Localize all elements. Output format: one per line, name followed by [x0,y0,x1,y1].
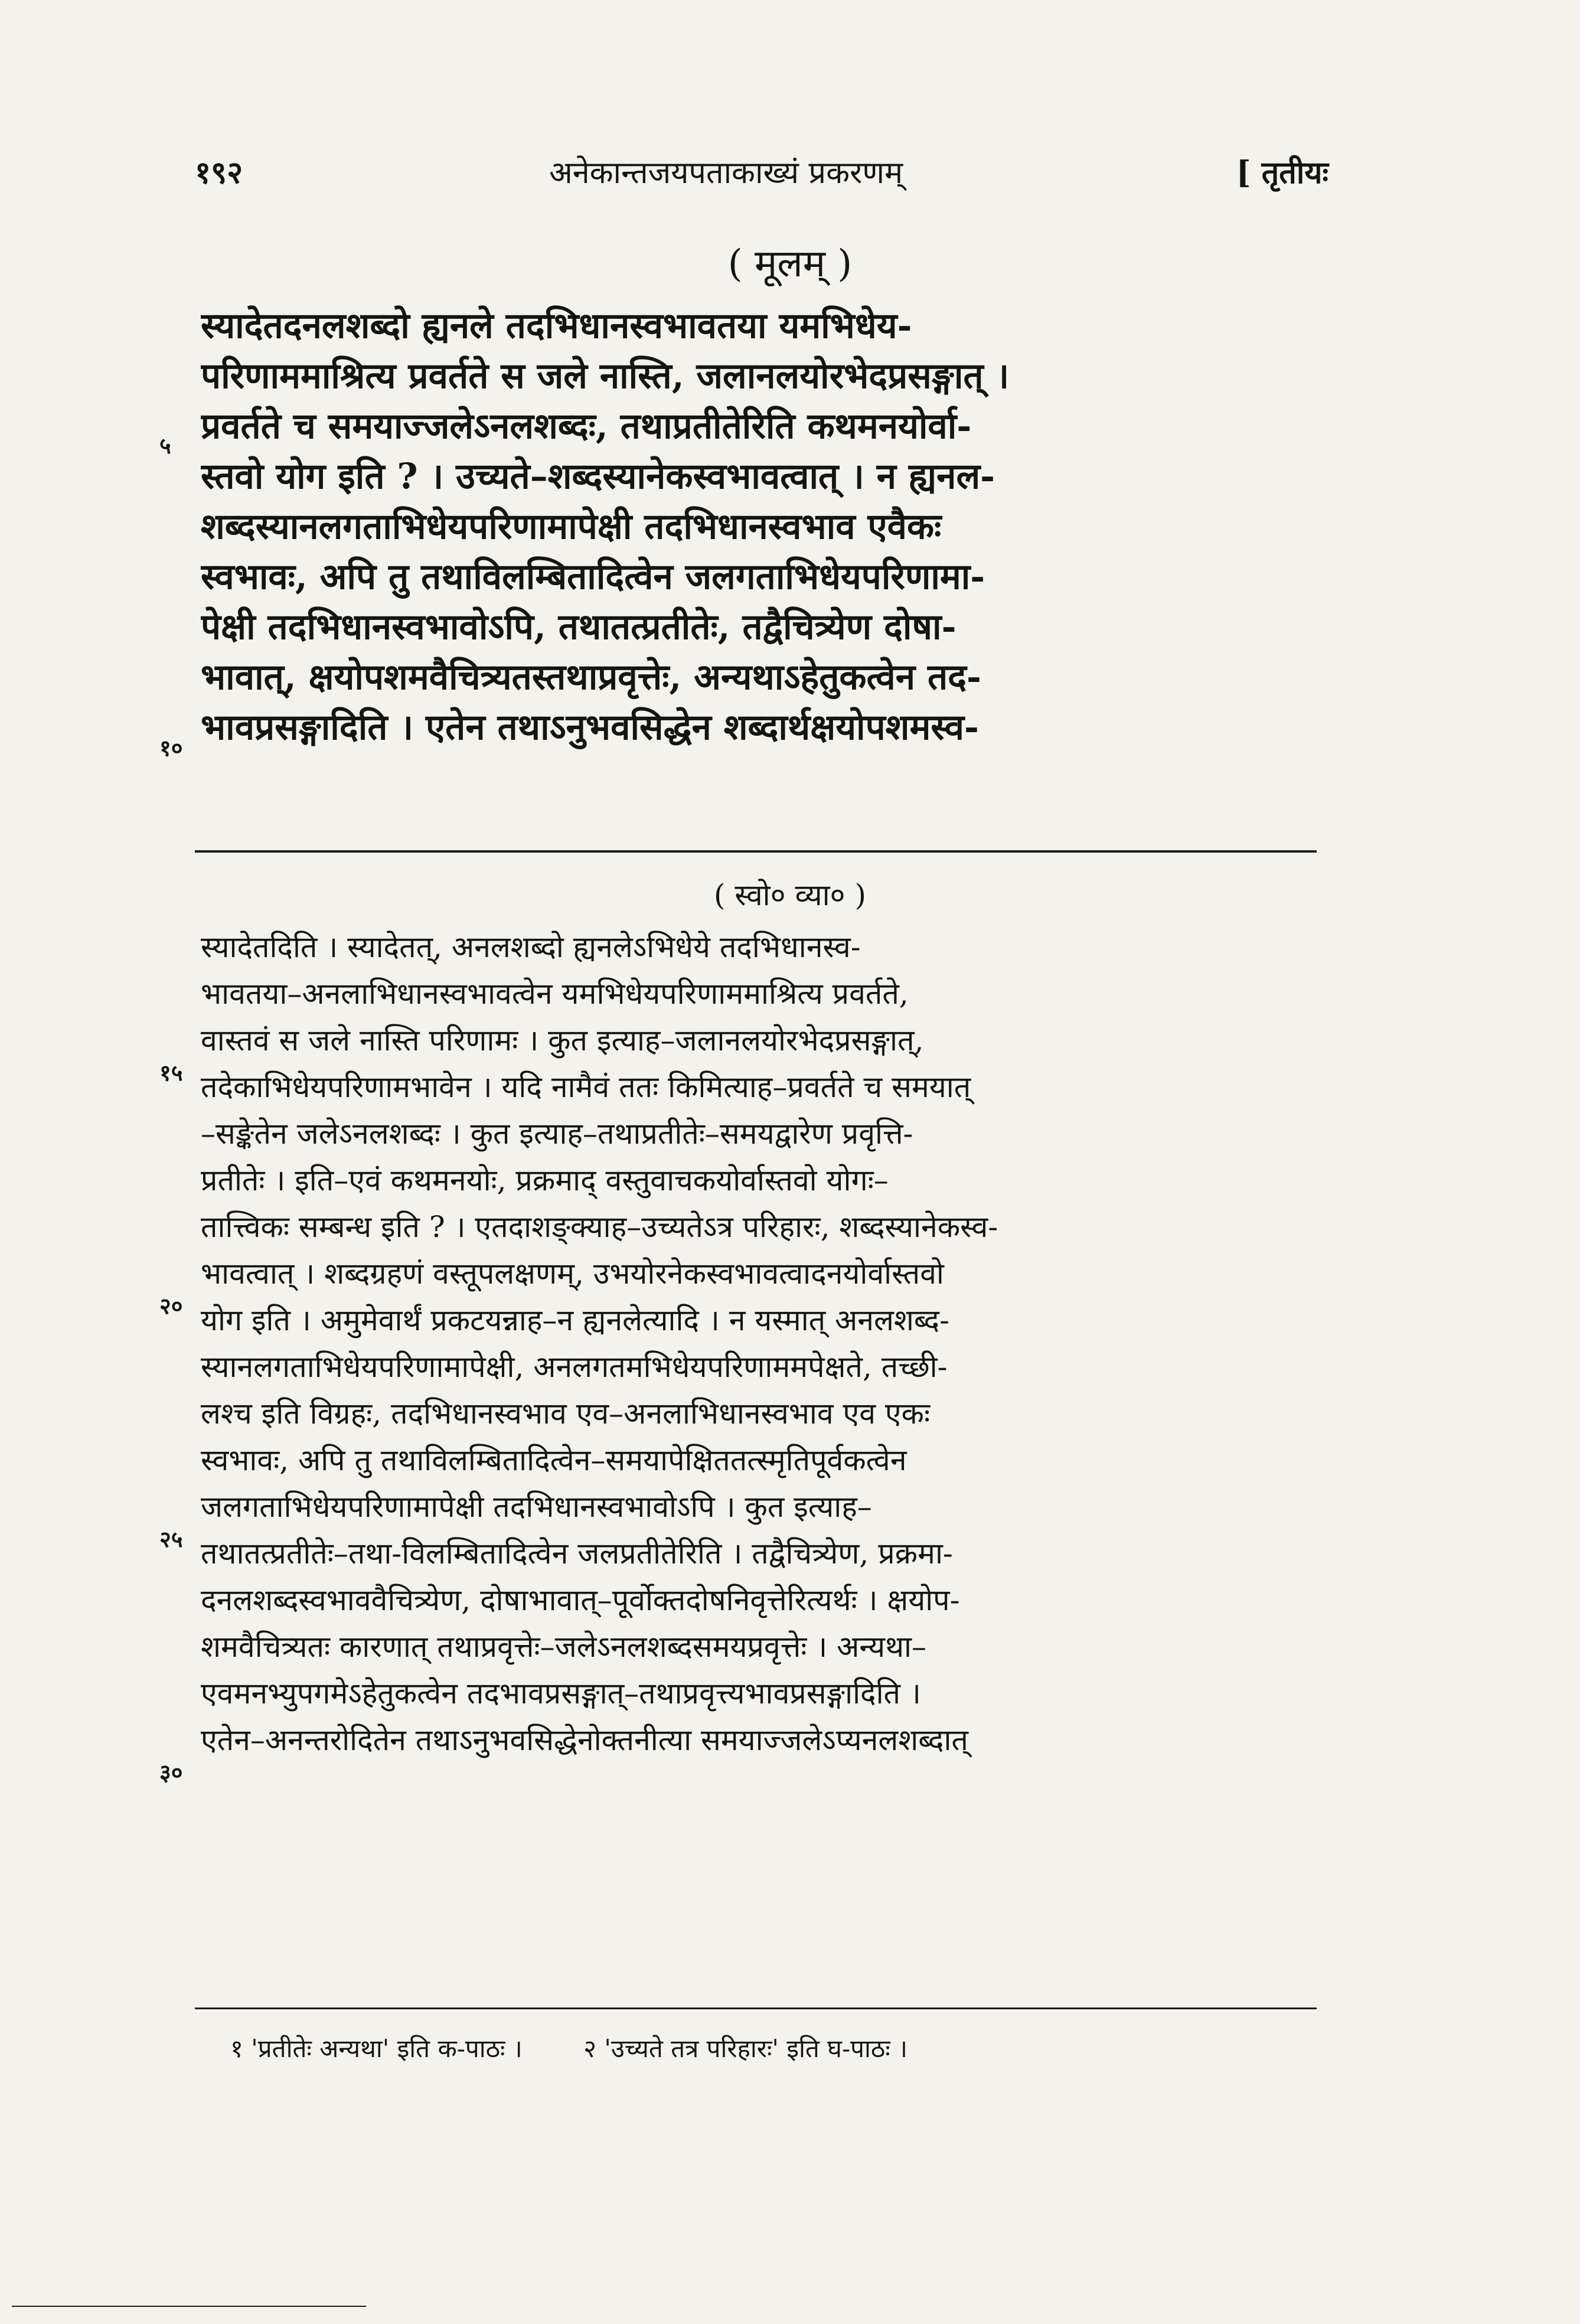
commentary-line: भावत्वात् । शब्दग्रहणं वस्तूपलक्षणम्, उभयोरनेकस्वभावत्वादनयोर्वास्तवो [201,1256,944,1291]
mula-line: भावप्रसङ्गादिति । एतेन तथाऽनुभवसिद्धेन शब्दार्थक्षयोपशमस्व- [201,707,979,748]
running-title: अनेकान्तजयपताकाख्यं प्रकरणम् [549,155,903,191]
commentary-line: तथातत्प्रतीतेः–तथा-विलम्बितादित्वेन जलप्रतीतेरिति । तद्वैचित्र्येण, प्रक्रमा- [201,1536,953,1571]
line-number: २० [159,1292,183,1319]
page-number: १९२ [195,155,243,191]
chapter-marker: [ तृतीयः [1236,155,1328,191]
commentary-line: प्रतीतेः । इति–एवं कथमनयोः, प्रक्रमाद् वस्तुवाचकयोर्वास्तवो योगः– [201,1163,889,1197]
commentary-line: स्वभावः, अपि तु तथाविलम्बितादित्वेन–समयापेक्षिततत्स्मृतिपूर्वकत्वेन [201,1443,907,1477]
commentary-line: जलगताभिधेयपरिणामापेक्षी तदभिधानस्वभावोऽपि । कुत इत्याह– [201,1490,872,1524]
line-number: ५ [159,432,171,459]
commentary-line: तात्त्विकः सम्बन्ध इति ? । एतदाशङ्क्याह–उच्यतेऽत्र परिहारः, शब्दस्यानेकस्व- [201,1210,998,1244]
page-header [195,151,1328,204]
mula-text-block [201,301,1334,753]
commentary-line: भावतया–अनलाभिधानस्वभावत्वेन यमभिधेयपरिणाममाश्रित्य प्रवर्तते, [201,977,909,1011]
line-number: ३० [159,1759,183,1786]
mula-line: भावात्, क्षयोपशमवैचित्र्यतस्तथाप्रवृत्तेः, अन्यथाऽहेतुकत्वेन तद- [201,657,981,698]
scan-edge-line [12,2306,366,2307]
commentary-line: योग इति । अमुमेवार्थं प्रकटयन्नाह–न ह्यनलेत्यादि । न यस्मात् अनलशब्द- [201,1303,949,1337]
mula-line: स्वभावः, अपि तु तथाविलम्बितादित्वेन जलगताभिधेयपरिणामा- [201,556,985,598]
vyakhya-heading: ( स्वो० व्या० ) [714,878,866,912]
mula-line: पेक्षी तदभिधानस्वभावोऽपि, तथातत्प्रतीतेः, तद्वैचित्र्येण दोषा- [201,606,957,648]
commentary-line: स्यानलगताभिधेयपरिणामापेक्षी, अनलगतमभिधेयपरिणाममपेक्षते, तच्छी- [201,1350,948,1384]
mula-heading: ( मूलम् ) [727,242,853,286]
footnote-divider [195,2008,1317,2009]
commentary-line: तदेकाभिधेयपरिणामभावेन । यदि नामैवं ततः किमित्याह–प्रवर्तते च समयात् [201,1070,971,1104]
footnote: १ 'प्रतीतेः अन्यथा' इति क-पाठः । [230,2034,523,2063]
line-number: १० [159,735,183,761]
commentary-line: स्यादेतदिति । स्यादेतत्, अनलशब्दो ह्यनलेऽभिधेये तदभिधानस्व- [201,930,861,964]
footnote: २ 'उच्यते तत्र परिहारः' इति घ-पाठः । [583,2034,908,2063]
mula-line: शब्दस्यानलगताभिधेयपरिणामापेक्षी तदभिधानस्वभाव एवैकः [201,506,942,547]
line-number: १५ [159,1059,183,1086]
footnotes [230,2031,1352,2065]
commentary-text-block [201,924,1334,1764]
commentary-line: एतेन–अनन्तरोदितेन तथाऽनुभवसिद्धेनोक्तनीत्या समयाज्जलेऽप्यनलशब्दात् [201,1723,968,1757]
mula-line: परिणाममाश्रित्य प्रवर्तते स जले नास्ति, जलानलयोरभेदप्रसङ्गात् । [201,355,1010,397]
line-number: २५ [159,1526,183,1552]
commentary-line: लश्च इति विग्रहः, तदभिधानस्वभाव एव–अनलाभिधानस्वभाव एव एकः [201,1396,931,1431]
section-divider [195,850,1317,853]
commentary-line: वास्तवं स जले नास्ति परिणामः । कुत इत्याह–जलानलयोरभेदप्रसङ्गात्, [201,1023,924,1057]
commentary-line: –सङ्केतेन जलेऽनलशब्दः । कुत इत्याह–तथाप्रतीतेः–समयद्वारेण प्रवृत्ति- [201,1117,913,1151]
mula-line: प्रवर्तते च समयाज्जलेऽनलशब्दः, तथाप्रतीतेरिति कथमनयोर्वा- [201,406,972,447]
commentary-line: शमवैचित्र्यतः कारणात् तथाप्रवृत्तेः–जलेऽनलशब्दसमयप्रवृत्तेः । अन्यथा– [201,1630,926,1664]
commentary-line: एवमनभ्युपगमेऽहेतुकत्वेन तदभावप्रसङ्गात्–तथाप्रवृत्त्यभावप्रसङ्गादिति । [201,1676,921,1711]
commentary-line: दनलशब्दस्वभाववैचित्र्येण, दोषाभावात्–पूर्वोक्तदोषनिवृत्तेरित्यर्थः । क्षयोप- [201,1583,960,1617]
mula-line: स्तवो योग इति ? । उच्यते–शब्दस्यानेकस्वभावत्वात् । न ह्यनल- [201,456,995,497]
mula-line: स्यादेतदनलशब्दो ह्यनले तदभिधानस्वभावतया यमभिधेय- [201,305,912,347]
